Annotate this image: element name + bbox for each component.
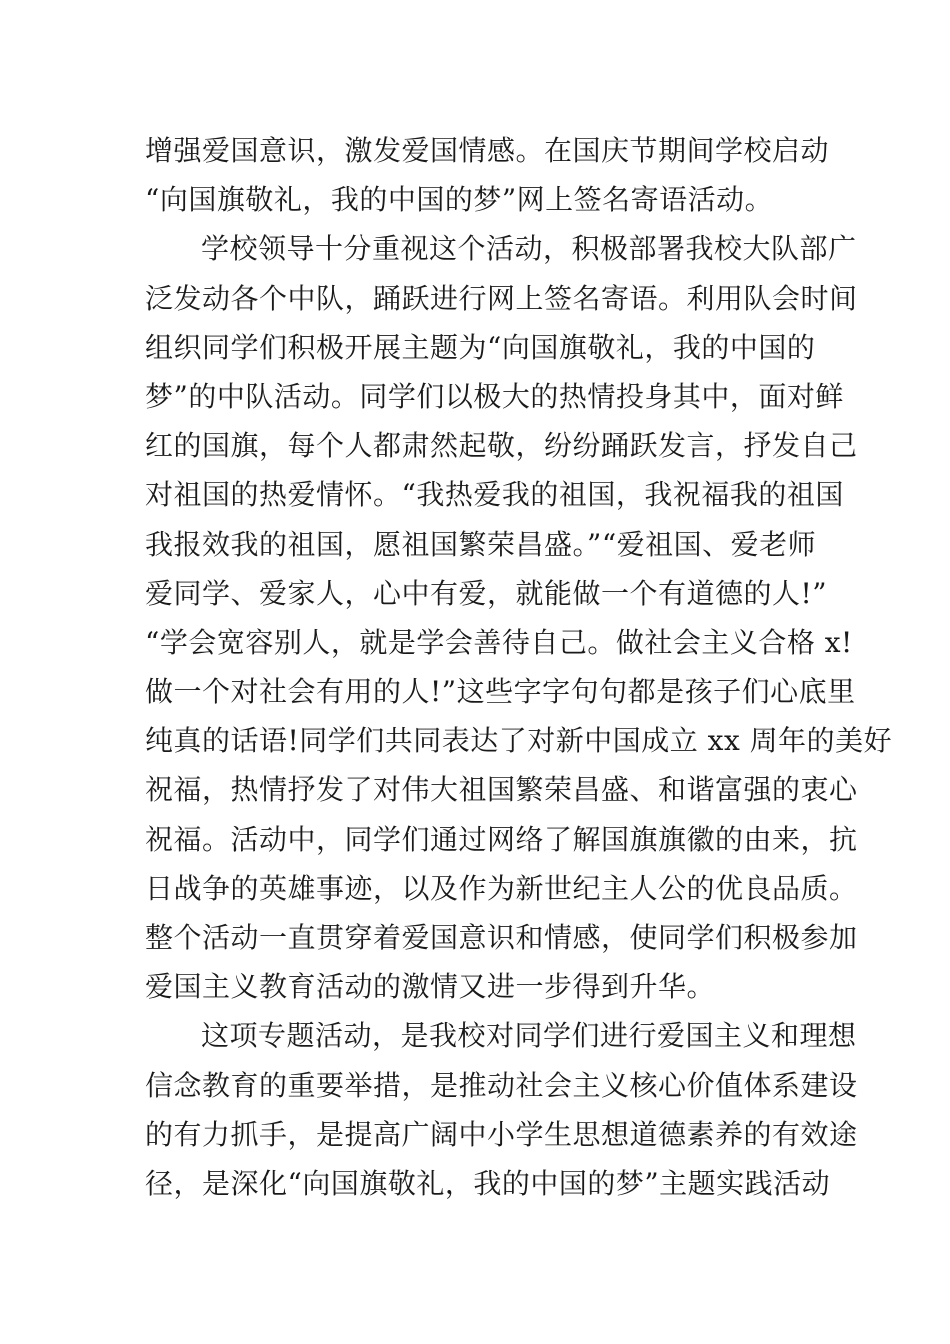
body-text: [145, 126, 893, 1208]
text-line: 我报效我的祖国，愿祖国繁荣昌盛。”“爱祖国、爱老师: [145, 527, 817, 561]
text-line: 爱同学、爱家人，心中有爱，就能做一个有道德的人!”: [145, 576, 828, 610]
text-line: 信念教育的重要举措，是推动社会主义核心价值体系建设: [145, 1068, 858, 1102]
text-line: 泛发动各个中队，踊跃进行网上签名寄语。利用队会时间: [145, 281, 858, 315]
text-line: 径，是深化“向国旗敬礼，我的中国的梦”主题实践活动: [145, 1166, 831, 1200]
text-line: 祝福，热情抒发了对伟大祖国繁荣昌盛、和谐富强的衷心: [145, 773, 858, 807]
text-line: 对祖国的热爱情怀。“我热爱我的祖国，我祝福我的祖国: [145, 478, 844, 512]
text-line: 祝福。活动中，同学们通过网络了解国旗旗徽的由来，抗: [145, 822, 858, 856]
paragraph-start-line: 学校领导十分重视这个活动，积极部署我校大队部广: [201, 232, 857, 266]
text-line: 日战争的英雄事迹，以及作为新世纪主人公的优良品质。: [145, 871, 858, 905]
text-line: “学会宽容别人，就是学会善待自己。做社会主义合格 x!: [145, 625, 853, 659]
text-line: 红的国旗，每个人都肃然起敬，纷纷踊跃发言，抒发自己: [145, 429, 858, 463]
text-line: 组织同学们积极开展主题为“向国旗敬礼，我的中国的: [145, 330, 816, 364]
text-line: 做一个对社会有用的人!”这些字字句句都是孩子们心底里: [145, 675, 856, 709]
text-line: “向国旗敬礼，我的中国的梦”网上签名寄语活动。: [145, 183, 774, 217]
paragraph-start-line: 这项专题活动，是我校对同学们进行爱国主义和理想: [201, 1019, 857, 1053]
text-line: 纯真的话语!同学们共同表达了对新中国成立 xx 周年的美好: [145, 724, 893, 758]
text-line: 的有力抓手，是提高广阔中小学生思想道德素养的有效途: [145, 1117, 858, 1151]
text-line: 梦”的中队活动。同学们以极大的热情投身其中，面对鲜: [145, 379, 844, 413]
text-line: 爱国主义教育活动的激情又进一步得到升华。: [145, 970, 716, 1004]
text-line: 增强爱国意识，激发爱国情感。在国庆节期间学校启动: [145, 134, 830, 167]
text-line: 整个活动一直贯穿着爱国意识和情感，使同学们积极参加: [145, 921, 858, 954]
